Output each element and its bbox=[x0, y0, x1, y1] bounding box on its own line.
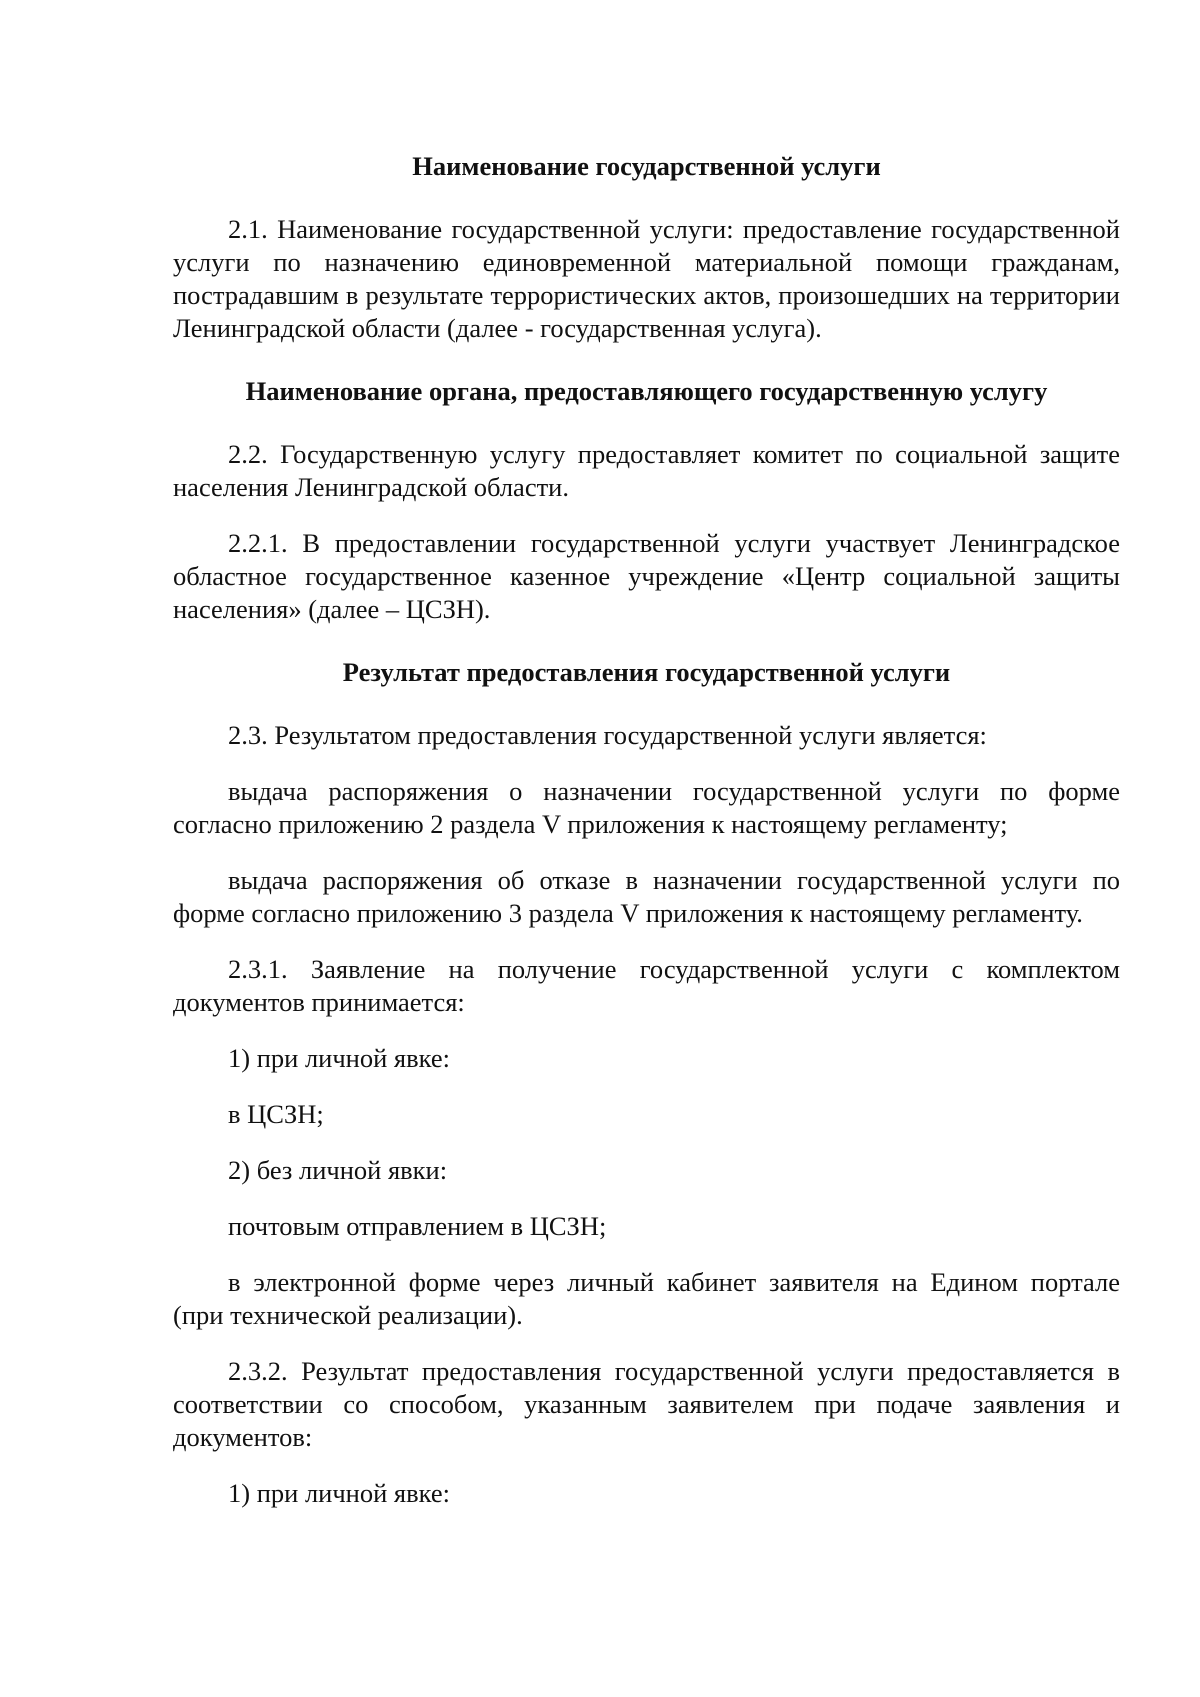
paragraph-2-3: 2.3. Результатом предоставления государственной услуги является: bbox=[228, 720, 987, 750]
list-item-cszn: в ЦСЗН; bbox=[228, 1099, 324, 1129]
section-heading-result: Результат предоставления государственной услуги bbox=[342, 657, 951, 687]
paragraph-2-2: 2.2. Государственную услугу предоставляет комитет по социальной защите населения Ленинградской области. bbox=[173, 439, 1120, 502]
section-heading-service-name: Наименование государственной услуги bbox=[412, 151, 881, 181]
paragraph-2-3-1: 2.3.1. Заявление на получение государственной услуги с комплектом документов принимается: bbox=[173, 954, 1120, 1017]
list-item-electronic: в электронной форме через личный кабинет заявителя на Едином портале (при технической реализации). bbox=[173, 1267, 1120, 1330]
list-item-in-person: 1) при личной явке: bbox=[228, 1043, 450, 1073]
section-heading-authority: Наименование органа, предоставляющего государственную услугу bbox=[245, 376, 1048, 406]
paragraph-2-3-2: 2.3.2. Результат предоставления государственной услуги предоставляется в соответствии со способом, указанным заявителем при подаче заявления и документов: bbox=[173, 1356, 1120, 1452]
list-item-in-person-2: 1) при личной явке: bbox=[228, 1478, 450, 1508]
list-item-postal: почтовым отправлением в ЦСЗН; bbox=[228, 1211, 607, 1241]
paragraph-2-2-1: 2.2.1. В предоставлении государственной услуги участвует Ленинградское областное государственное казенное учреждение «Центр социальной защиты населения» (далее – ЦСЗН). bbox=[173, 528, 1120, 624]
list-item-without-visit: 2) без личной явки: bbox=[228, 1155, 448, 1185]
paragraph-result-refusal: выдача распоряжения об отказе в назначении государственной услуги по форме согласно приложению 3 раздела V приложения к настоящему регламенту. bbox=[173, 865, 1120, 928]
paragraph-2-1: 2.1. Наименование государственной услуги: предоставление государственной услуги по назначению единовременной материальной помощи гражданам, пострадавшим в результате террористических актов, произошедших на территории Ленинградской области (далее - государственная услуга). bbox=[173, 214, 1120, 343]
paragraph-result-grant: выдача распоряжения о назначении государственной услуги по форме согласно приложению 2 раздела V приложения к настоящему регламенту; bbox=[173, 776, 1120, 839]
